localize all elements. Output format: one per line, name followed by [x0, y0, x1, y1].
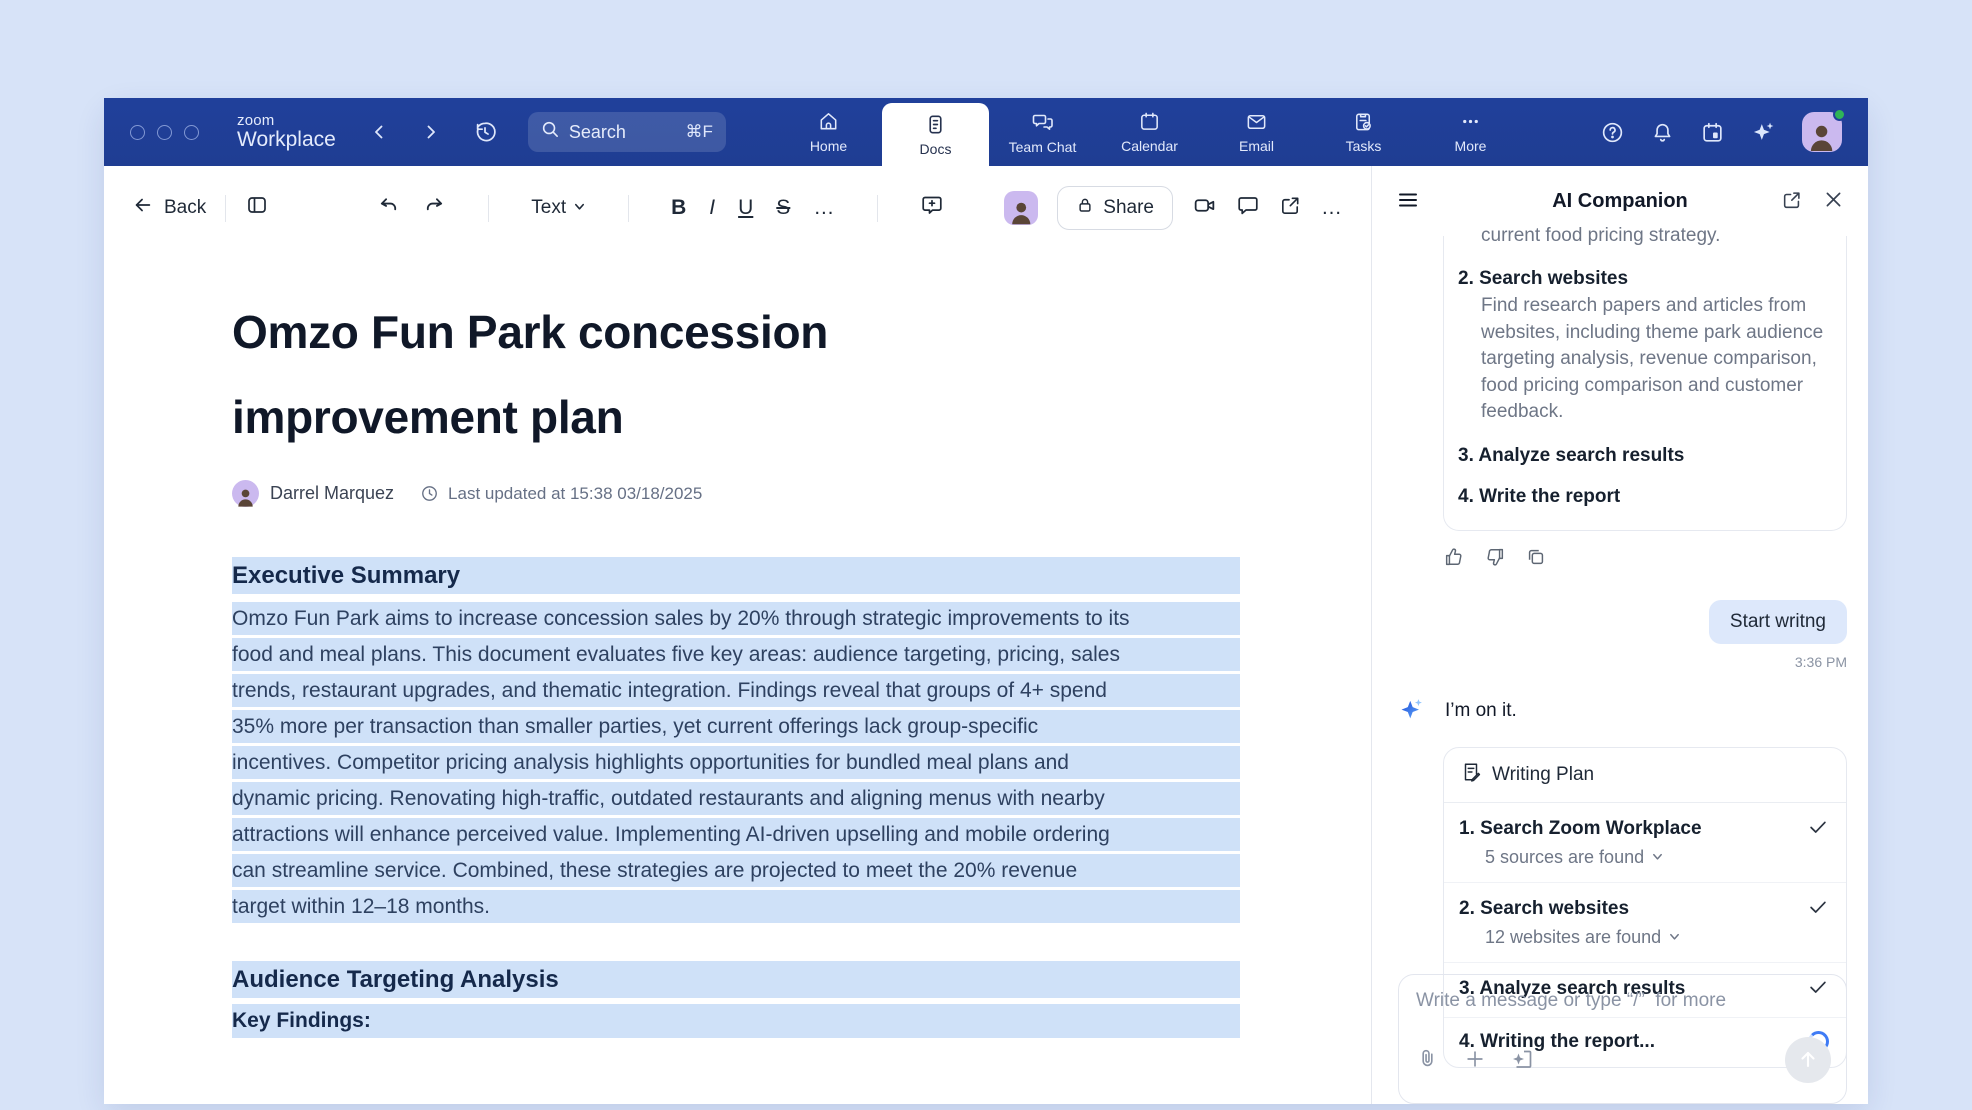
ai-message-input-box[interactable] [1398, 974, 1847, 1104]
user-message-bubble: Start writng [1709, 600, 1847, 644]
clipped-text-line: current food pricing strategy. [1481, 225, 1721, 246]
strikethrough-button[interactable]: S [776, 196, 791, 219]
tab-label: Home [809, 138, 848, 154]
tab-label: Docs [919, 140, 952, 157]
document-title-line2: improvement plan [232, 391, 624, 443]
check-icon [1807, 896, 1829, 923]
more-formatting-button[interactable]: … [813, 196, 836, 219]
global-search[interactable] [528, 112, 726, 152]
paragraph-line: food and meal plans. This document evaluates five key areas: audience targeting, pricing, sales [232, 638, 1240, 671]
collaborator-avatar[interactable] [1004, 191, 1038, 225]
chevron-down-icon [1668, 927, 1681, 948]
share-button[interactable] [1057, 186, 1173, 230]
schedule-button[interactable] [1700, 120, 1725, 145]
chevron-right-icon [422, 123, 440, 141]
doc-chat-button[interactable] [1236, 193, 1260, 223]
ai-conversation[interactable] [1372, 225, 1868, 1052]
tasks-icon [1352, 110, 1375, 133]
message-timestamp: 3:36 PM [1794, 653, 1847, 670]
panel-popout-button[interactable] [1781, 189, 1803, 214]
plan-step-sources[interactable] [1485, 927, 1829, 948]
ai-ack-text: I’m on it. [1445, 700, 1517, 721]
nav-back-button[interactable] [370, 123, 388, 141]
thumbs-down-button[interactable] [1484, 546, 1506, 571]
tab-calendar[interactable] [1096, 98, 1203, 166]
panel-close-button[interactable] [1823, 189, 1844, 213]
document-toolbar [104, 166, 1371, 250]
writing-plan-header [1444, 748, 1846, 803]
tab-label: Email [1238, 138, 1274, 154]
document-title-line1: Omzo Fun Park concession [232, 306, 829, 358]
copy-button[interactable] [1525, 546, 1547, 571]
panel-menu-button[interactable] [1396, 188, 1420, 215]
window-control-close[interactable] [130, 125, 145, 140]
author-avatar [232, 480, 259, 507]
author-name: Darrel Marquez [270, 483, 395, 503]
input-actions [1416, 1037, 1831, 1083]
arrow-left-icon [132, 194, 154, 222]
window-control-minimize[interactable] [157, 125, 172, 140]
sparkle-insert-icon [1511, 1047, 1535, 1074]
tab-label: Team Chat [1008, 138, 1077, 155]
toolbar-divider [225, 195, 226, 222]
insert-ai-prompt-button[interactable] [1511, 1047, 1535, 1074]
tab-home[interactable] [775, 98, 882, 166]
ai-companion-sparkle-icon [1398, 695, 1426, 728]
more-actions-button[interactable]: … [1321, 196, 1343, 219]
start-meeting-button[interactable] [1192, 193, 1217, 224]
history-icon [472, 119, 498, 145]
sidebar-toggle-button[interactable] [245, 193, 269, 223]
document-title [232, 290, 1371, 460]
tab-label: More [1454, 138, 1487, 154]
plan-item-title: 2. Search websites [1458, 268, 1629, 289]
chevron-down-icon [1651, 847, 1664, 868]
logo-zoom-text: zoom [237, 112, 275, 130]
text-style-label: Text [531, 197, 567, 218]
main-content [104, 166, 1868, 1104]
avatar-photo [1806, 119, 1837, 152]
zoom-workplace-window [104, 98, 1868, 1104]
tab-team-chat[interactable] [989, 98, 1096, 166]
search-icon [541, 120, 560, 144]
app-tabs [775, 98, 1524, 166]
plan-step-sub-text: 12 websites are found [1485, 926, 1662, 947]
avatar-photo [235, 485, 256, 507]
document-body[interactable] [104, 250, 1371, 1104]
search-shortcut-badge: ⌘F [685, 122, 713, 141]
thumbs-up-button[interactable] [1443, 546, 1465, 571]
docs-icon [924, 113, 947, 136]
text-style-dropdown[interactable] [531, 197, 586, 219]
thumbs-down-icon [1484, 546, 1506, 571]
plan-step-sources[interactable] [1485, 847, 1829, 868]
ai-companion-topbar-button[interactable] [1750, 119, 1777, 146]
open-external-icon [1279, 194, 1302, 223]
key-findings-heading: Key Findings: [232, 1004, 1240, 1038]
window-controls[interactable] [130, 125, 199, 140]
plan-step-title: 2. Search websites [1459, 898, 1630, 919]
send-message-button[interactable] [1785, 1037, 1831, 1083]
plan-step-title: 1. Search Zoom Workplace [1459, 818, 1702, 839]
toolbar-divider [877, 195, 878, 222]
attach-file-button[interactable] [1416, 1047, 1439, 1073]
help-icon [1600, 120, 1625, 145]
undo-icon [377, 194, 400, 223]
plan-step-1 [1444, 803, 1846, 882]
email-icon [1245, 110, 1268, 133]
back-label: Back [164, 197, 207, 218]
paragraph-line: can streamline service. Combined, these strategies are projected to meet the 20% revenue [232, 854, 1240, 887]
exec-summary-paragraph [232, 602, 1371, 923]
plan-item-title: 3. Analyze search results [1458, 444, 1685, 466]
zoom-workplace-logo [237, 113, 336, 151]
history-button[interactable] [472, 119, 498, 145]
underline-button[interactable]: U [738, 196, 754, 219]
sidebar-toggle-icon [245, 193, 269, 223]
ai-plan-message-card [1443, 225, 1847, 531]
ai-sparkle-icon [1750, 119, 1777, 146]
toolbar-divider [488, 195, 489, 222]
undo-button[interactable] [377, 194, 400, 223]
paragraph-line: trends, restaurant upgrades, and thematic integration. Findings reveal that groups of 4+ spend [232, 674, 1240, 707]
close-icon [1823, 189, 1844, 213]
team-chat-icon [1031, 110, 1055, 134]
help-button[interactable] [1600, 120, 1625, 145]
lock-icon [1076, 196, 1094, 220]
back-button[interactable] [132, 194, 206, 222]
comment-plus-icon [920, 193, 944, 223]
thumbs-up-icon [1443, 546, 1465, 571]
last-updated-text: Last updated at 15:38 03/18/2025 [448, 483, 703, 503]
hamburger-icon [1396, 188, 1420, 215]
ai-panel-header [1372, 166, 1868, 236]
plus-icon [1464, 1048, 1486, 1073]
paragraph-line: target within 12–18 months. [232, 890, 1240, 923]
chat-bubble-icon [1236, 193, 1260, 223]
tab-tasks[interactable] [1310, 98, 1417, 166]
paragraph-line: attractions will enhance perceived value. Implementing AI-driven upselling and mobile ordering [232, 818, 1240, 851]
window-control-maximize[interactable] [184, 125, 199, 140]
share-label: Share [1103, 197, 1154, 218]
ai-panel-title: AI Companion [1552, 189, 1688, 212]
nav-forward-button[interactable] [422, 123, 440, 141]
paragraph-line: Omzo Fun Park aims to increase concession sales by 20% through strategic improvements to its [232, 602, 1240, 635]
search-input[interactable] [569, 122, 661, 143]
bell-icon [1650, 120, 1675, 145]
top-bar [104, 98, 1868, 166]
presence-indicator [1833, 108, 1846, 121]
plan-item-title: 4. Write the report [1458, 485, 1621, 507]
logo-workplace-text: Workplace [237, 127, 336, 151]
calendar-schedule-icon [1700, 120, 1725, 145]
bold-button[interactable]: B [671, 196, 687, 219]
topbar-right-actions [1600, 98, 1842, 166]
clock-icon [420, 484, 439, 503]
paragraph-line: incentives. Competitor pricing analysis highlights opportunities for bundled meal plans and [232, 746, 1240, 779]
writing-plan-icon [1460, 761, 1482, 789]
ai-companion-panel [1372, 166, 1868, 1104]
tab-label: Calendar [1121, 138, 1178, 154]
redo-button[interactable] [423, 194, 446, 223]
send-arrow-icon [1796, 1047, 1820, 1074]
open-external-button[interactable] [1279, 194, 1302, 223]
check-icon [1807, 816, 1829, 843]
calendar-icon [1138, 110, 1161, 133]
document-area [104, 166, 1372, 1104]
home-icon [817, 110, 840, 133]
ai-acknowledgement-row [1398, 695, 1847, 728]
plan-step-title: 4. Writing the report... [1459, 1030, 1655, 1052]
redo-icon [423, 194, 446, 223]
video-camera-icon [1192, 193, 1217, 224]
tab-email[interactable] [1203, 98, 1310, 166]
exec-summary-heading: Executive Summary [232, 557, 1240, 594]
document-meta [232, 480, 1371, 507]
writing-plan-title: Writing Plan [1492, 763, 1595, 785]
audience-heading: Audience Targeting Analysis [232, 961, 1240, 998]
plan-item-description: Find research papers and articles from websites, including theme park audience targeting analysis, revenue comparison, food pricing comparison and customer feedback. [1481, 295, 1824, 422]
paperclip-icon [1416, 1047, 1439, 1073]
user-avatar[interactable] [1802, 112, 1842, 152]
italic-button[interactable]: I [709, 196, 716, 219]
tab-label: Tasks [1345, 138, 1382, 154]
plan-step-sub-text: 5 sources are found [1485, 846, 1645, 867]
plan-step-title: 3. Analyze search results [1459, 978, 1686, 999]
paragraph-line: 35% more per transaction than smaller parties, yet current offerings lack group-specific [232, 710, 1240, 743]
add-content-button[interactable] [1464, 1048, 1486, 1073]
tab-more[interactable] [1417, 98, 1524, 166]
notifications-button[interactable] [1650, 120, 1675, 145]
more-dots-icon [1459, 110, 1482, 133]
ai-message-input[interactable] [1416, 990, 1829, 1012]
toolbar-divider [628, 195, 629, 222]
add-comment-button[interactable] [920, 193, 944, 223]
plan-step-2 [1444, 882, 1846, 962]
paragraph-line: dynamic pricing. Renovating high-traffic, outdated restaurants and aligning menus with nearby [232, 782, 1240, 815]
chevron-left-icon [370, 123, 388, 141]
popout-icon [1781, 189, 1803, 214]
chevron-down-icon [573, 197, 586, 219]
tab-docs[interactable] [882, 103, 989, 166]
copy-icon [1525, 546, 1547, 571]
message-feedback-actions [1443, 546, 1847, 571]
avatar-photo [1008, 197, 1035, 225]
